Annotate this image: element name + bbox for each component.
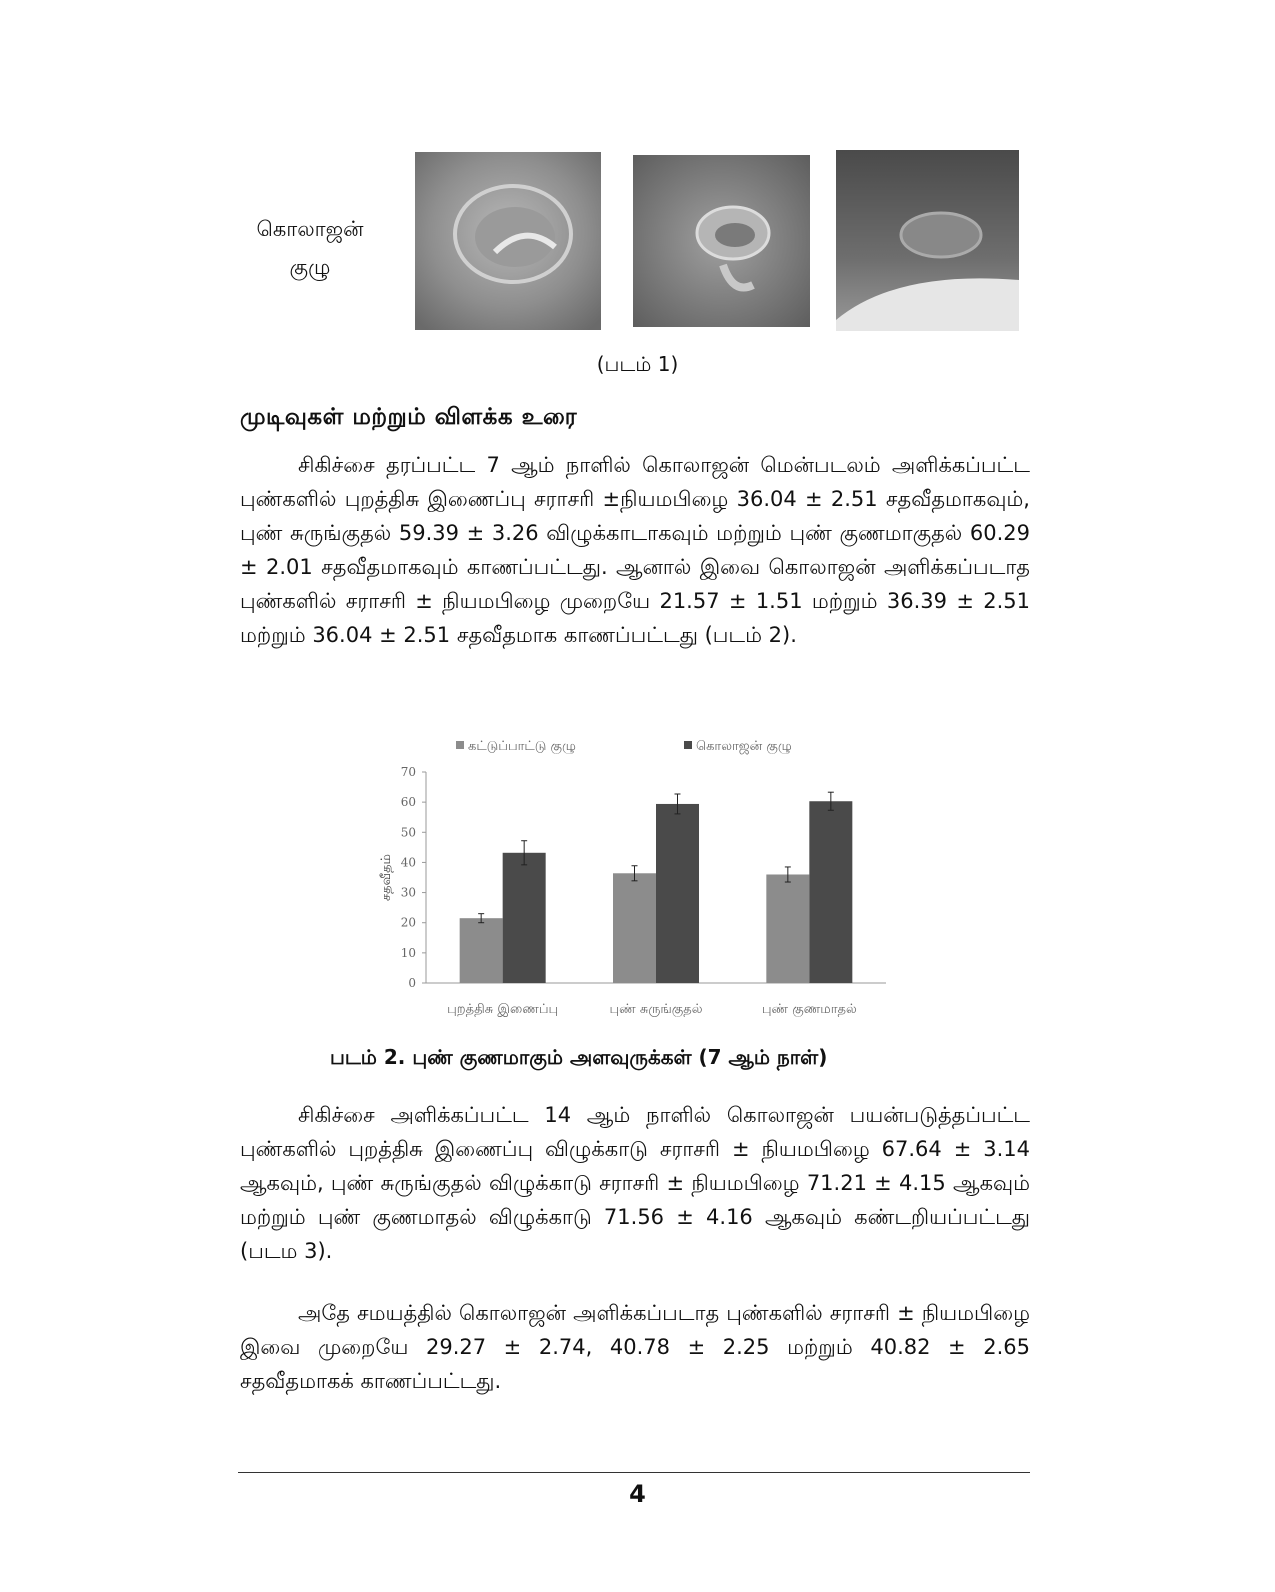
y-tick-label: 0 xyxy=(408,976,416,990)
x-tick-label: புண் குணமாதல் xyxy=(761,1002,857,1017)
row-label-line1: கொலாஜன் xyxy=(256,217,364,241)
bar-0-2 xyxy=(766,874,809,983)
section-heading: முடிவுகள் மற்றும் விளக்க உரை xyxy=(240,404,578,430)
y-tick-label: 60 xyxy=(400,795,416,810)
paragraph-2-text: சிகிச்சை அளிக்கப்பட்ட 14 ஆம் நாளில் கொலாஜன் பயன்படுத்தப்பட்ட புண்களில் புறத்திசு இணைப்பு விழுக்காடு சராசரி ± நியமபிழை 67.64 ± 3.14 ஆகவும், புண் சுருங்குதல் விழுக்காடு சராசரி ± நியமபிழை 71.21 ± 4.15 ஆகவும் மற்றும் புண் குணமாதல் விழுக்காடு 71.56 ± 4.16 ஆகவும் கண்டறியப்பட்டது (படம 3). xyxy=(240,1103,1030,1263)
wound-photo-2 xyxy=(633,155,810,327)
y-tick-label: 50 xyxy=(400,825,416,840)
y-tick-label: 20 xyxy=(400,915,416,930)
y-tick-label: 40 xyxy=(400,855,416,870)
y-axis-label: சதவீதம் xyxy=(379,853,394,902)
bar-1-1 xyxy=(656,804,699,983)
x-tick-label: புண் சுருங்குதல் xyxy=(609,1002,703,1017)
bar-1-0 xyxy=(503,853,546,983)
page-number: 4 xyxy=(629,1480,646,1508)
x-tick-label: புறத்திசு இணைப்பு xyxy=(447,1002,559,1017)
legend-swatch-0 xyxy=(456,741,464,749)
figure1-caption: (படம் 1) xyxy=(596,352,679,376)
paragraph-3-text: அதே சமயத்தில் கொலாஜன் அளிக்கப்படாத புண்களில் சராசரி ± நியமபிழை இவை முறையே 29.27 ± 2.74, 40.78 ± 2.25 மற்றும் 40.82 ± 2.65 சதவீதமாகக் காணப்பட்டது. xyxy=(240,1301,1030,1393)
paragraph-3 xyxy=(240,1296,1030,1398)
bar-chart xyxy=(360,728,890,1028)
wound-photo-1 xyxy=(415,152,601,330)
legend-label-0: கட்டுப்பாட்டு குழு xyxy=(468,739,576,754)
figure1-row-label xyxy=(245,210,375,286)
paragraph-2 xyxy=(240,1098,1030,1268)
y-tick-label: 70 xyxy=(400,765,416,779)
legend-swatch-1 xyxy=(684,741,692,749)
paragraph-1-text: சிகிச்சை தரப்பட்ட 7 ஆம் நாளில் கொலாஜன் மென்படலம் அளிக்கப்பட்ட புண்களில் புறத்திசு இணைப்பு சராசரி ±நியமபிழை 36.04 ± 2.51 சதவீதமாகவும், புண் சுருங்குதல் 59.39 ± 3.26 விழுக்காடாகவும் மற்றும் புண் குணமாகுதல் 60.29 ± 2.01 சதவீதமாகவும் காணப்பட்டது. ஆனால் இவை கொலாஜன் அளிக்கப்படாத புண்களில் சராசரி ± நியமபிழை முறையே 21.57 ± 1.51 மற்றும் 36.39 ± 2.51 மற்றும் 36.04 ± 2.51 சதவீதமாக காணப்பட்டது (படம் 2). xyxy=(240,453,1030,647)
wound-photo-3 xyxy=(836,150,1019,331)
bar-1-2 xyxy=(809,801,852,983)
bar-0-1 xyxy=(613,873,656,983)
y-tick-label: 30 xyxy=(400,885,416,900)
footer-divider xyxy=(238,1472,1030,1473)
row-label-line2: குழு xyxy=(289,255,331,279)
paragraph-1 xyxy=(240,448,1030,652)
legend-label-1: கொலாஜன் குழு xyxy=(696,739,792,754)
bar-chart-svg xyxy=(360,728,890,1028)
figure2-caption: படம் 2. புண் குணமாகும் அளவுருக்கள் (7 ஆம் நாள்) xyxy=(330,1045,828,1069)
y-tick-label: 10 xyxy=(400,945,416,960)
bar-0-0 xyxy=(460,918,503,983)
